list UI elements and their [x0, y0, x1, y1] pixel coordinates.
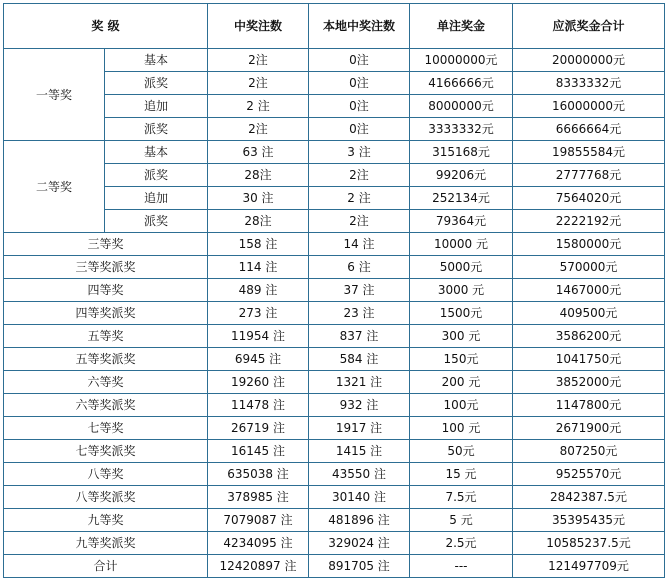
table-row	[4, 256, 665, 279]
local-count-cell: 837 注	[309, 325, 410, 348]
unit-prize-cell: 79364元	[410, 210, 513, 233]
sub-level: 追加	[105, 95, 208, 118]
local-count-cell: 23 注	[309, 302, 410, 325]
total-prize-cell: 2842387.5元	[513, 486, 665, 509]
count-cell: 2注	[208, 72, 309, 95]
unit-prize-cell: 300 元	[410, 325, 513, 348]
table-row	[4, 233, 665, 256]
unit-prize-cell: 5000元	[410, 256, 513, 279]
total-prize-cell: 9525570元	[513, 463, 665, 486]
local-count-cell: 43550 注	[309, 463, 410, 486]
unit-prize-cell: 10000 元	[410, 233, 513, 256]
level-cell: 五等奖派奖	[4, 348, 208, 371]
local-count-cell: 2注	[309, 164, 410, 187]
count-cell: 16145 注	[208, 440, 309, 463]
total-prize-cell: 1147800元	[513, 394, 665, 417]
count-cell: 30 注	[208, 187, 309, 210]
total-prize-cell: 3852000元	[513, 371, 665, 394]
total-prize-cell: 7564020元	[513, 187, 665, 210]
sub-level: 派奖	[105, 118, 208, 141]
total-prize-cell: 2671900元	[513, 417, 665, 440]
header-total-prize: 应派奖金合计	[513, 4, 665, 49]
table-row	[4, 463, 665, 486]
unit-prize-cell: 1500元	[410, 302, 513, 325]
unit-prize-cell: 4166666元	[410, 72, 513, 95]
level-cell: 六等奖派奖	[4, 394, 208, 417]
count-cell: 2注	[208, 49, 309, 72]
unit-prize-cell: 5 元	[410, 509, 513, 532]
header-count: 中奖注数	[208, 4, 309, 49]
table-row	[4, 417, 665, 440]
count-cell: 114 注	[208, 256, 309, 279]
count-cell: 2 注	[208, 95, 309, 118]
count-cell: 273 注	[208, 302, 309, 325]
level-cell: 七等奖	[4, 417, 208, 440]
unit-prize-cell: 10000000元	[410, 49, 513, 72]
unit-prize-cell: 150元	[410, 348, 513, 371]
unit-prize-cell: 99206元	[410, 164, 513, 187]
table-row	[4, 394, 665, 417]
total-prize-cell: 1580000元	[513, 233, 665, 256]
local-count-cell: 37 注	[309, 279, 410, 302]
total-prize-cell: 16000000元	[513, 95, 665, 118]
local-count-cell: 6 注	[309, 256, 410, 279]
table-row	[4, 302, 665, 325]
second-prize-label: 二等奖	[4, 141, 105, 233]
sub-level: 派奖	[105, 210, 208, 233]
count-cell: 11954 注	[208, 325, 309, 348]
unit-prize-cell: 100元	[410, 394, 513, 417]
total-prize-cell: 8333332元	[513, 72, 665, 95]
first-prize-label: 一等奖	[4, 49, 105, 141]
local-count-cell: 891705 注	[309, 555, 410, 578]
unit-prize-cell: 2.5元	[410, 532, 513, 555]
count-cell: 11478 注	[208, 394, 309, 417]
count-cell: 26719 注	[208, 417, 309, 440]
level-cell: 三等奖	[4, 233, 208, 256]
local-count-cell: 329024 注	[309, 532, 410, 555]
total-prize-cell: 2777768元	[513, 164, 665, 187]
level-cell: 八等奖派奖	[4, 486, 208, 509]
sub-level: 追加	[105, 187, 208, 210]
unit-prize-cell: 100 元	[410, 417, 513, 440]
count-cell: 489 注	[208, 279, 309, 302]
count-cell: 4234095 注	[208, 532, 309, 555]
local-count-cell: 932 注	[309, 394, 410, 417]
unit-prize-cell: 315168元	[410, 141, 513, 164]
unit-prize-cell: 200 元	[410, 371, 513, 394]
count-cell: 2注	[208, 118, 309, 141]
count-cell: 28注	[208, 210, 309, 233]
sub-level: 派奖	[105, 72, 208, 95]
total-prize-cell: 409500元	[513, 302, 665, 325]
level-cell: 七等奖派奖	[4, 440, 208, 463]
total-prize-cell: 6666664元	[513, 118, 665, 141]
level-cell: 八等奖	[4, 463, 208, 486]
local-count-cell: 1321 注	[309, 371, 410, 394]
total-prize-cell: 121497709元	[513, 555, 665, 578]
count-cell: 158 注	[208, 233, 309, 256]
total-label: 合计	[4, 555, 208, 578]
local-count-cell: 2注	[309, 210, 410, 233]
local-count-cell: 14 注	[309, 233, 410, 256]
count-cell: 12420897 注	[208, 555, 309, 578]
total-row	[4, 555, 665, 578]
local-count-cell: 584 注	[309, 348, 410, 371]
table-row	[4, 348, 665, 371]
local-count-cell: 0注	[309, 49, 410, 72]
level-cell: 九等奖	[4, 509, 208, 532]
count-cell: 378985 注	[208, 486, 309, 509]
sub-level: 派奖	[105, 164, 208, 187]
total-prize-cell: 35395435元	[513, 509, 665, 532]
total-prize-cell: 19855584元	[513, 141, 665, 164]
table-row	[4, 49, 665, 72]
total-prize-cell: 10585237.5元	[513, 532, 665, 555]
total-prize-cell: 3586200元	[513, 325, 665, 348]
local-count-cell: 1917 注	[309, 417, 410, 440]
level-cell: 五等奖	[4, 325, 208, 348]
unit-prize-cell: 3000 元	[410, 279, 513, 302]
local-count-cell: 0注	[309, 118, 410, 141]
total-prize-cell: 570000元	[513, 256, 665, 279]
count-cell: 19260 注	[208, 371, 309, 394]
sub-level: 基本	[105, 49, 208, 72]
local-count-cell: 0注	[309, 72, 410, 95]
level-cell: 九等奖派奖	[4, 532, 208, 555]
total-prize-cell: 20000000元	[513, 49, 665, 72]
count-cell: 7079087 注	[208, 509, 309, 532]
unit-prize-cell: 3333332元	[410, 118, 513, 141]
unit-prize-cell: 15 元	[410, 463, 513, 486]
table-row	[4, 509, 665, 532]
table-row	[4, 141, 665, 164]
unit-prize-cell: ---	[410, 555, 513, 578]
local-count-cell: 1415 注	[309, 440, 410, 463]
total-prize-cell: 2222192元	[513, 210, 665, 233]
local-count-cell: 0注	[309, 95, 410, 118]
count-cell: 6945 注	[208, 348, 309, 371]
unit-prize-cell: 8000000元	[410, 95, 513, 118]
table-row	[4, 532, 665, 555]
local-count-cell: 3 注	[309, 141, 410, 164]
local-count-cell: 30140 注	[309, 486, 410, 509]
table-row	[4, 325, 665, 348]
local-count-cell: 2 注	[309, 187, 410, 210]
table-row	[4, 279, 665, 302]
header-row	[4, 4, 665, 49]
unit-prize-cell: 7.5元	[410, 486, 513, 509]
prize-table	[3, 3, 665, 578]
table-row	[4, 371, 665, 394]
level-cell: 六等奖	[4, 371, 208, 394]
level-cell: 四等奖派奖	[4, 302, 208, 325]
table-row	[4, 440, 665, 463]
count-cell: 63 注	[208, 141, 309, 164]
level-cell: 四等奖	[4, 279, 208, 302]
header-local-count: 本地中奖注数	[309, 4, 410, 49]
table-row	[4, 486, 665, 509]
level-cell: 三等奖派奖	[4, 256, 208, 279]
sub-level: 基本	[105, 141, 208, 164]
total-prize-cell: 807250元	[513, 440, 665, 463]
total-prize-cell: 1041750元	[513, 348, 665, 371]
unit-prize-cell: 252134元	[410, 187, 513, 210]
header-level: 奖 级	[4, 4, 208, 49]
count-cell: 28注	[208, 164, 309, 187]
header-unit-prize: 单注奖金	[410, 4, 513, 49]
unit-prize-cell: 50元	[410, 440, 513, 463]
total-prize-cell: 1467000元	[513, 279, 665, 302]
count-cell: 635038 注	[208, 463, 309, 486]
local-count-cell: 481896 注	[309, 509, 410, 532]
